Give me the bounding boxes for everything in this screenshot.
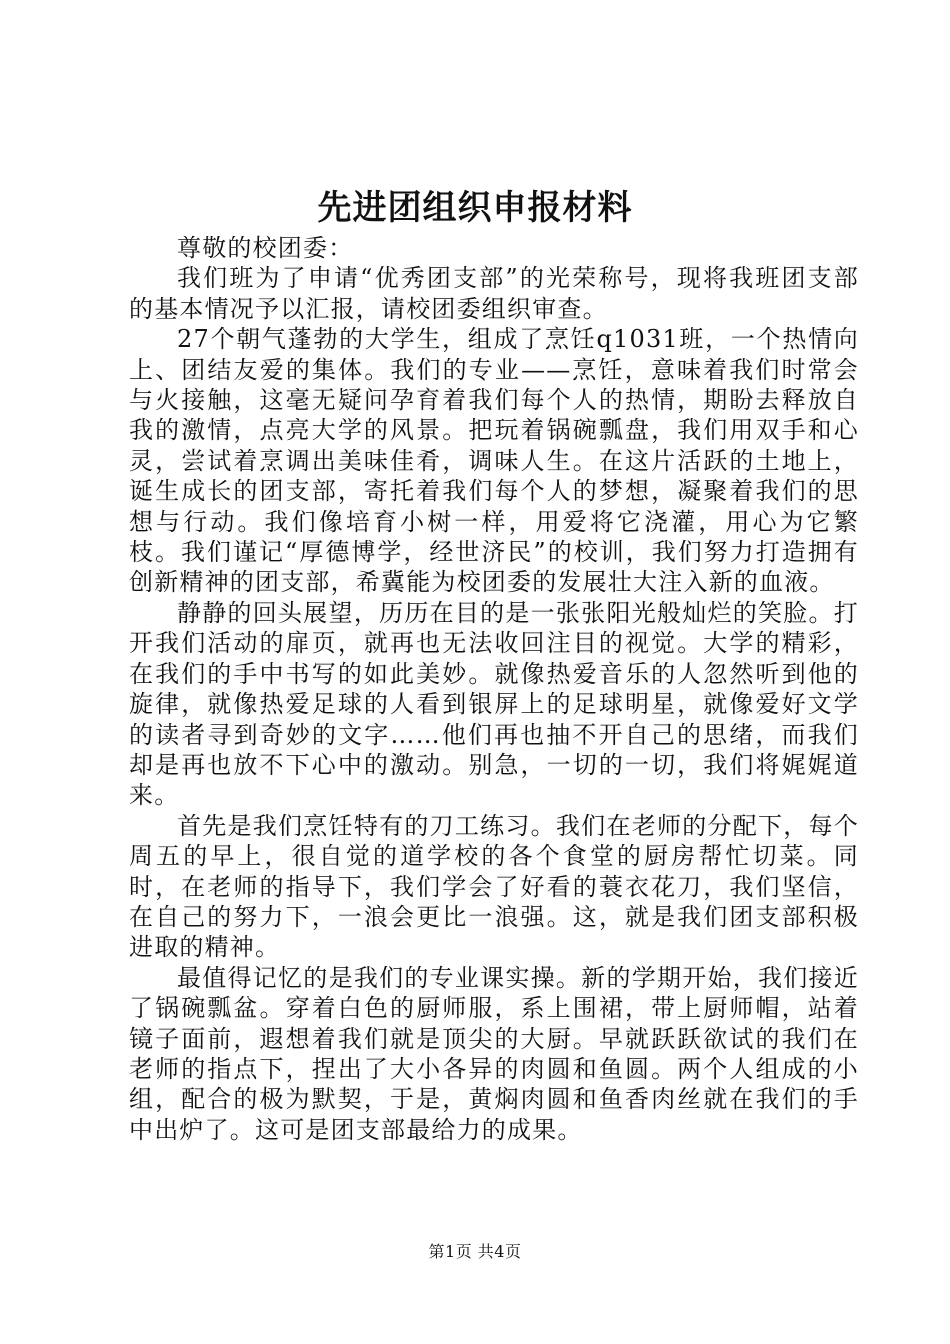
paragraph-4: 首先是我们烹饪特有的刀工练习。我们在老师的分配下，每个周五的早上，很自觉的道学校的各个食堂的厨房帮忙切菜。同时，在老师的指导下，我们学会了好看的蓑衣花刀，我们坚信，在自己的努力下，一浪会更比一浪强。这，就是我们团支部积极进取的精神。 — [129, 811, 859, 962]
paragraph-3: 静静的回头展望，历历在目的是一张张阳光般灿烂的笑脸。打开我们活动的扉页，就再也无法收回注目的视觉。大学的精彩，在我们的手中书写的如此美妙。就像热爱音乐的人忽然听到他的旋律，就像热爱足球的人看到银屏上的足球明星，就像爱好文学的读者寻到奇妙的文字……他们再也抽不开自己的思绪，而我们却是再也放不下心中的激动。别急，一切的一切，我们将娓娓道来。 — [129, 598, 859, 810]
page-footer: 第1页 共4页 — [428, 1242, 522, 1261]
document-body — [129, 233, 859, 1145]
paragraph-2: 27个朝气蓬勃的大学生，组成了烹饪q1031班，一个热情向上、团结友爱的集体。我们的专业——烹饪，意味着我们时常会与火接触，这毫无疑问孕育着我们每个人的热情，期盼去释放自我的激情，点亮大学的风景。把玩着锅碗瓢盘，我们用双手和心灵，尝试着烹调出美味佳肴，调味人生。在这片活跃的土地上，诞生成长的团支部，寄托着我们每个人的梦想，凝聚着我们的思想与行动。我们像培育小树一样，用爱将它浇灌，用心为它繁枝。我们谨记“厚德博学，经世济民”的校训，我们努力打造拥有创新精神的团支部，希冀能为校团委的发展壮大注入新的血液。 — [129, 325, 859, 597]
paragraph-1: 我们班为了申请“优秀团支部”的光荣称号，现将我班团支部的基本情况予以汇报，请校团委组织审查。 — [129, 264, 859, 323]
salutation: 尊敬的校团委： — [177, 234, 354, 262]
document-title: 先进团组织申报材料 — [317, 188, 633, 228]
paragraph-5: 最值得记忆的是我们的专业课实操。新的学期开始，我们接近了锅碗瓢盆。穿着白色的厨师服，系上围裙，带上厨师帽，站着镜子面前，遐想着我们就是顶尖的大厨。早就跃跃欲试的我们在老师的指点下，捏出了大小各异的肉圆和鱼圆。两个人组成的小组，配合的极为默契，于是，黄焖肉圆和鱼香肉丝就在我们的手中出炉了。这可是团支部最给力的成果。 — [129, 963, 859, 1144]
